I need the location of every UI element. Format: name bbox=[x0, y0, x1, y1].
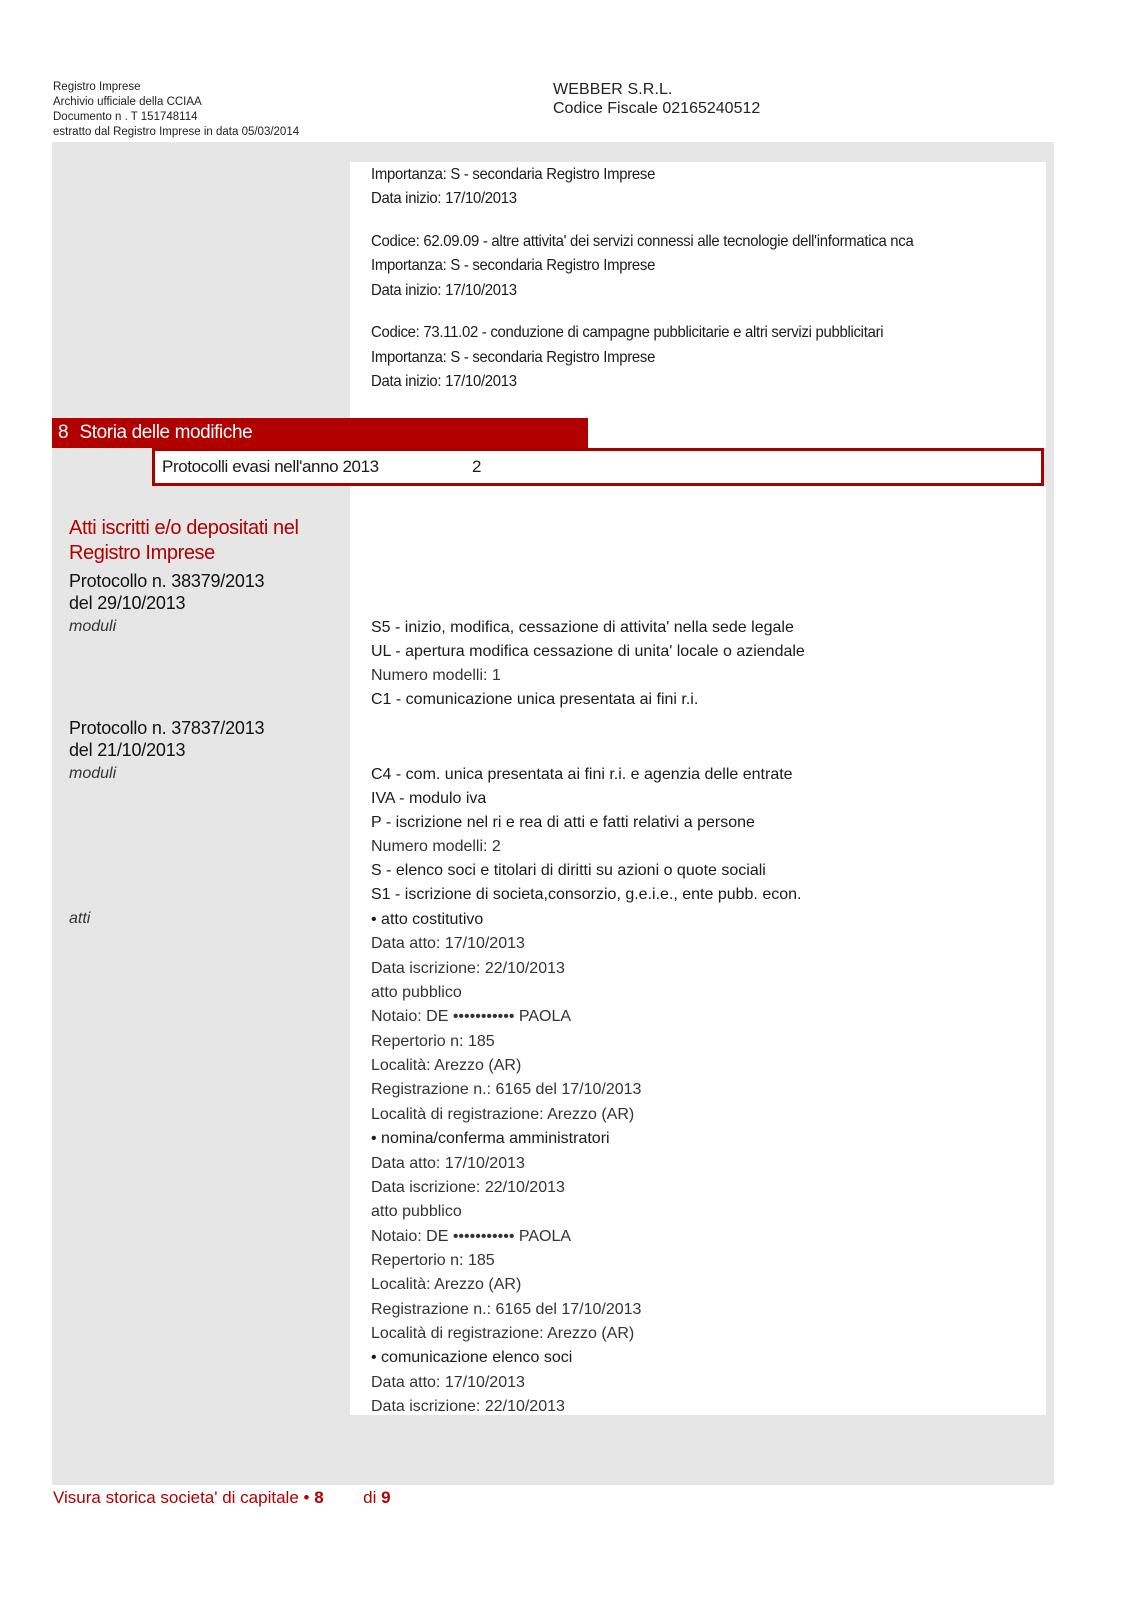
document-type: Visura storica societa' di capitale • bbox=[53, 1488, 310, 1507]
atti-label: atti bbox=[69, 910, 91, 927]
atto-detail: Località di registrazione: Arezzo (AR) bbox=[371, 1324, 635, 1342]
section-bar-spacer bbox=[588, 418, 1046, 448]
atto-detail: Notaio: DE ••••••••••• PAOLA bbox=[371, 1008, 572, 1026]
activity-line: Data inizio: 17/10/2013 bbox=[371, 190, 517, 207]
activity-line: Importanza: S - secondaria Registro Imprese bbox=[371, 166, 656, 183]
header-line: estratto dal Registro Imprese in data 05/03/2014 bbox=[53, 126, 300, 138]
atto-detail: Data atto: 17/10/2013 bbox=[371, 1373, 525, 1391]
atto-detail: Data iscrizione: 22/10/2013 bbox=[371, 1178, 565, 1196]
moduli-label: moduli bbox=[69, 618, 117, 635]
activity-line: Data inizio: 17/10/2013 bbox=[371, 373, 517, 390]
header-line: Registro Imprese bbox=[53, 81, 141, 93]
header-line: Archivio ufficiale della CCIAA bbox=[53, 96, 202, 108]
header-line: Documento n . T 151748114 bbox=[53, 111, 198, 123]
protocol-title: Protocollo n. 37837/2013 bbox=[69, 718, 265, 738]
activity-code: Codice: 62.09.09 - altre attivita' dei servizi connessi alle tecnologie dell'informatica nca bbox=[371, 233, 914, 250]
activity-line: Importanza: S - secondaria Registro Imprese bbox=[371, 349, 656, 366]
atto-detail: atto pubblico bbox=[371, 984, 462, 1002]
atto-detail: Data atto: 17/10/2013 bbox=[371, 1154, 525, 1172]
atto-detail: Data atto: 17/10/2013 bbox=[371, 935, 525, 953]
document-header-info bbox=[53, 80, 299, 140]
modulo-count: Numero modelli: 1 bbox=[371, 667, 501, 684]
company-header bbox=[553, 80, 760, 118]
atti-title-line: Registro Imprese bbox=[69, 542, 215, 564]
protocol-title: Protocollo n. 38379/2013 bbox=[69, 571, 265, 591]
protocolli-summary-box bbox=[152, 448, 1044, 486]
atto-detail: Località di registrazione: Arezzo (AR) bbox=[371, 1105, 635, 1123]
atto-detail: Località: Arezzo (AR) bbox=[371, 1057, 522, 1075]
total-pages: 9 bbox=[381, 1488, 391, 1507]
atto-detail: atto pubblico bbox=[371, 1203, 462, 1221]
protocol-date: del 29/10/2013 bbox=[69, 593, 186, 613]
current-page: 8 bbox=[314, 1488, 324, 1507]
atto-detail: Repertorio n: 185 bbox=[371, 1032, 495, 1050]
activity-code: Codice: 73.11.02 - conduzione di campagne pubblicitarie e altri servizi pubblicitari bbox=[371, 324, 884, 341]
protocolli-count: 2 bbox=[472, 457, 482, 476]
fiscal-code: Codice Fiscale 02165240512 bbox=[553, 100, 761, 117]
atto-detail: Data iscrizione: 22/10/2013 bbox=[371, 959, 565, 977]
company-name: WEBBER S.R.L. bbox=[553, 81, 673, 98]
atto-type: • atto costitutivo bbox=[371, 911, 484, 928]
modulo-item: UL - apertura modifica cessazione di unita' locale o aziendale bbox=[371, 643, 805, 660]
atto-detail: Data iscrizione: 22/10/2013 bbox=[371, 1398, 565, 1415]
atto-detail: Notaio: DE ••••••••••• PAOLA bbox=[371, 1227, 572, 1245]
atto-detail: Località: Arezzo (AR) bbox=[371, 1276, 522, 1294]
section-heading bbox=[52, 418, 588, 448]
activity-line: Importanza: S - secondaria Registro Imprese bbox=[371, 257, 656, 274]
page-footer bbox=[53, 1488, 391, 1508]
moduli-label: moduli bbox=[69, 765, 117, 782]
protocol-date: del 21/10/2013 bbox=[69, 740, 186, 760]
modulo-item: C4 - com. unica presentata ai fini r.i. e agenzia delle entrate bbox=[371, 766, 793, 783]
atto-type: • comunicazione elenco soci bbox=[371, 1349, 573, 1367]
atto-type: • nomina/conferma amministratori bbox=[371, 1130, 610, 1148]
atti-title bbox=[69, 516, 299, 566]
atto-detail: Registrazione n.: 6165 del 17/10/2013 bbox=[371, 1081, 642, 1099]
protocolli-label: Protocolli evasi nell'anno 2013 bbox=[162, 457, 379, 476]
modulo-item: IVA - modulo iva bbox=[371, 790, 487, 807]
modulo-item: S1 - iscrizione di societa,consorzio, g.e.i.e., ente pubb. econ. bbox=[371, 886, 802, 903]
activity-line: Data inizio: 17/10/2013 bbox=[371, 282, 517, 299]
modulo-item: C1 - comunicazione unica presentata ai fini r.i. bbox=[371, 691, 699, 708]
atto-detail: Repertorio n: 185 bbox=[371, 1251, 495, 1269]
modulo-item: S - elenco soci e titolari di diritti su azioni o quote sociali bbox=[371, 862, 766, 879]
section-title: Storia delle modifiche bbox=[79, 422, 253, 443]
atti-title-line: Atti iscritti e/o depositati nel bbox=[69, 517, 299, 539]
modulo-item: P - iscrizione nel ri e rea di atti e fatti relativi a persone bbox=[371, 814, 755, 831]
modulo-item: S5 - inizio, modifica, cessazione di attivita' nella sede legale bbox=[371, 619, 794, 636]
atto-detail: Registrazione n.: 6165 del 17/10/2013 bbox=[371, 1300, 642, 1318]
page-of: di bbox=[363, 1488, 377, 1507]
modulo-count: Numero modelli: 2 bbox=[371, 838, 501, 855]
section-number: 8 bbox=[58, 422, 69, 443]
